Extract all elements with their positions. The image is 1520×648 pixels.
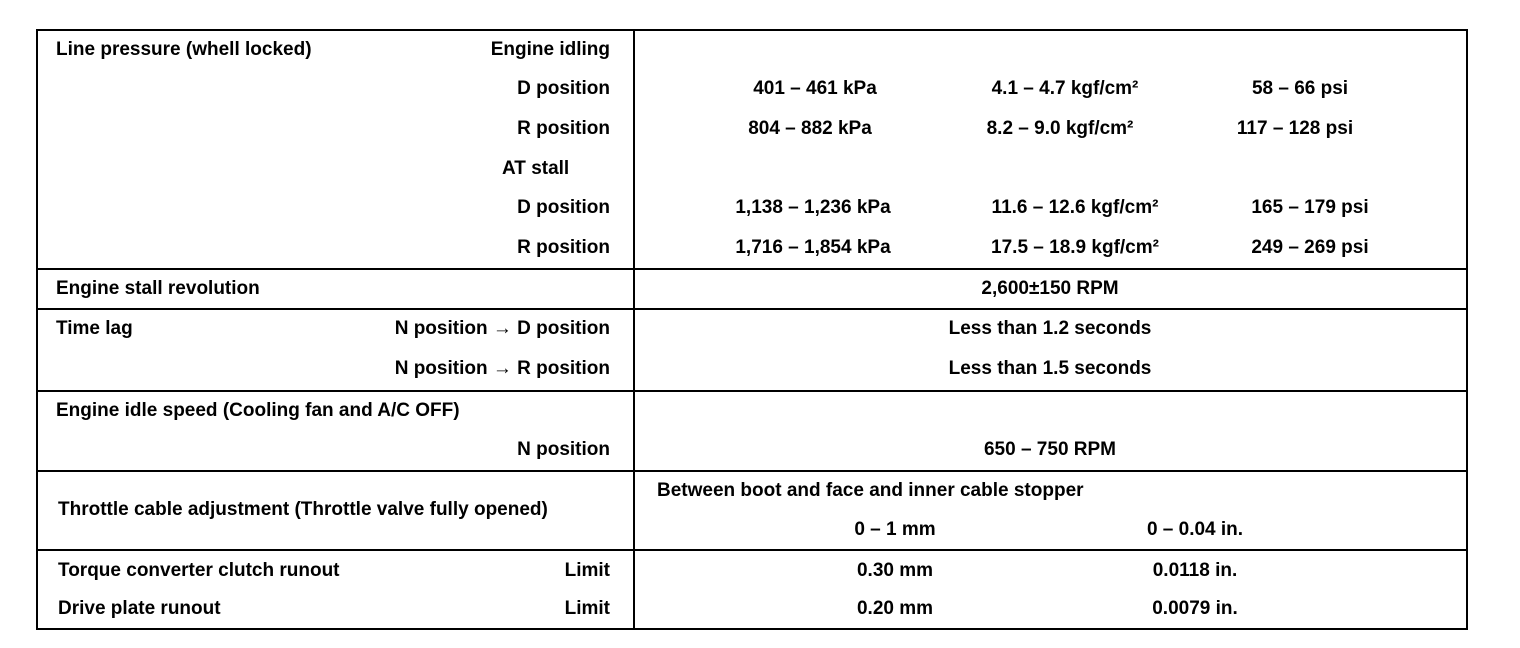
idle-d-kgf: 4.1 – 4.7 kgf/cm²: [991, 78, 1139, 99]
tc-runout-label: Torque converter clutch runout: [58, 560, 340, 581]
idle-speed-position: N position: [517, 439, 610, 460]
engine-stall-value: 2,600±150 RPM: [981, 278, 1119, 299]
stall-r-kgf: 17.5 – 18.9 kgf/cm²: [991, 237, 1159, 258]
row-divider: [36, 470, 1468, 472]
time-lag-nr-value: Less than 1.5 seconds: [948, 358, 1152, 379]
tc-runout-mm: 0.30 mm: [856, 560, 934, 581]
idle-d-psi: 58 – 66 psi: [1251, 78, 1349, 99]
column-divider: [633, 29, 635, 630]
idle-r-psi: 117 – 128 psi: [1236, 118, 1354, 139]
idle-speed-label: Engine idle speed (Cooling fan and A/C OFF): [56, 400, 460, 421]
throttle-note: Between boot and face and inner cable stopper: [657, 480, 1084, 501]
row-divider: [36, 268, 1468, 270]
throttle-label: Throttle cable adjustment (Throttle valve fully opened): [58, 499, 548, 520]
dp-runout-in: 0.0079 in.: [1152, 598, 1238, 619]
idle-speed-value: 650 – 750 RPM: [983, 439, 1117, 460]
engine-stall-label: Engine stall revolution: [56, 278, 260, 299]
tc-runout-limit: Limit: [564, 560, 610, 581]
time-lag-nd-position: N position → D position: [394, 318, 610, 339]
stall-d-psi: 165 – 179 psi: [1251, 197, 1369, 218]
at-stall-label: AT stall: [502, 158, 570, 179]
stall-d-kpa: 1,138 – 1,236 kPa: [735, 197, 891, 218]
row-divider: [36, 390, 1468, 392]
time-lag-nr-position: N position → R position: [394, 358, 610, 379]
time-lag-label: Time lag: [56, 318, 133, 339]
stall-r-psi: 249 – 269 psi: [1251, 237, 1369, 258]
stall-r-position: R position: [517, 237, 610, 258]
line-pressure-label: Line pressure (whell locked): [56, 39, 312, 60]
row-divider: [36, 308, 1468, 310]
idle-r-position: R position: [517, 118, 610, 139]
dp-runout-limit: Limit: [564, 598, 610, 619]
throttle-mm: 0 – 1 mm: [854, 519, 936, 540]
dp-runout-label: Drive plate runout: [58, 598, 221, 619]
engine-idling-label: Engine idling: [490, 39, 610, 60]
row-divider: [36, 549, 1468, 551]
idle-r-kgf: 8.2 – 9.0 kgf/cm²: [986, 118, 1134, 139]
dp-runout-mm: 0.20 mm: [856, 598, 934, 619]
idle-r-kpa: 804 – 882 kPa: [748, 118, 872, 139]
idle-d-kpa: 401 – 461 kPa: [753, 78, 877, 99]
stall-d-kgf: 11.6 – 12.6 kgf/cm²: [991, 197, 1159, 218]
tc-runout-in: 0.0118 in.: [1152, 560, 1238, 581]
throttle-in: 0 – 0.04 in.: [1146, 519, 1244, 540]
time-lag-nd-value: Less than 1.2 seconds: [948, 318, 1152, 339]
stall-d-position: D position: [517, 197, 610, 218]
stall-r-kpa: 1,716 – 1,854 kPa: [735, 237, 891, 258]
idle-d-position: D position: [517, 78, 610, 99]
